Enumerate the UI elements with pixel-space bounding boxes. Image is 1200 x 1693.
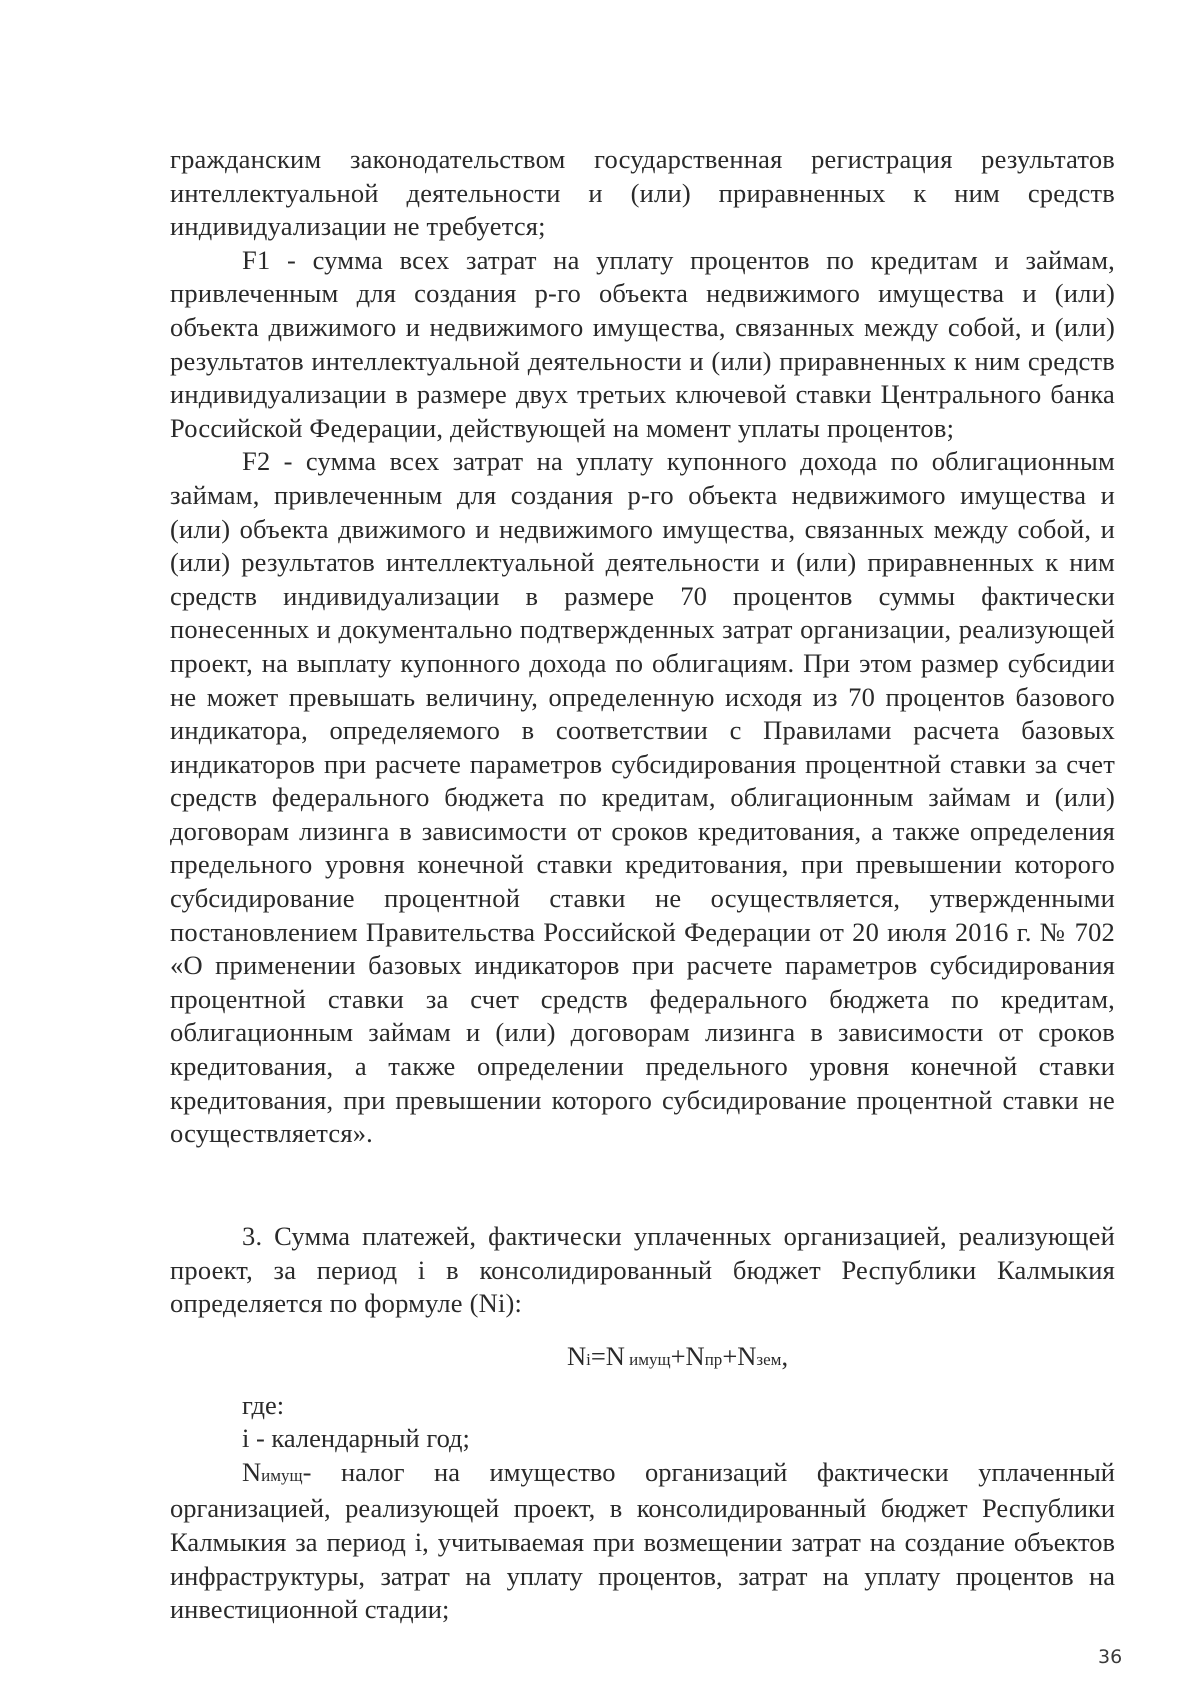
definition-i: i - календарный год;	[242, 1423, 470, 1454]
formula-sub-i: i	[586, 1350, 591, 1369]
formula-tail: ,	[781, 1341, 789, 1371]
page-number: 36	[1098, 1646, 1123, 1668]
n-imusch-sub: имущ	[261, 1465, 303, 1485]
formula-plus-2: +N	[722, 1341, 757, 1371]
definitions	[170, 1389, 1115, 1627]
n-imusch-def: - налог на имущество организаций фактически уплаченный организацией, реализующей проект, в консолидированный бюджет Республики Калмыкия за период i, учитываемая при возмещении затрат на создание объектов инфраструктуры, затрат на уплату процентов, затрат на уплату процентов на инвестиционной стадии;	[170, 1456, 1115, 1625]
paragraph-f1: F1 - сумма всех затрат на уплату процентов по кредитам и займам, привлеченным для создания р-го объекта недвижимого имущества и (или) объекта движимого и недвижимого имущества, связанных между собой, и (или) результатов интеллектуальной деятельности и (или) приравненных к ним средств индивидуализации в размере двух третьих ключевой ставки Центрального банка Российской Федерации, действующей на момент уплаты процентов;	[170, 244, 1115, 443]
paragraph-item-3: 3. Сумма платежей, фактически уплаченных организацией, реализующей проект, за период i в консолидированный бюджет Республики Калмыкия определяется по формуле (Ni):	[170, 1221, 1115, 1319]
formula-sub-pr: пр	[704, 1350, 723, 1369]
formula-sub-zem: зем	[756, 1350, 782, 1369]
n-imusch-symbol: N	[242, 1456, 262, 1487]
paragraph-continuation: гражданским законодательством государственная регистрация результатов интеллектуальной деятельности и (или) приравненных к ним средств индивидуализации не требуется;	[170, 144, 1115, 242]
formula-plus-1: +N	[670, 1341, 705, 1371]
formula-n: N	[566, 1341, 587, 1371]
formula-section	[170, 1340, 1115, 1627]
definition-where: где:	[242, 1389, 285, 1420]
definition-n-imusch	[170, 1456, 1115, 1627]
formula	[170, 1340, 1115, 1377]
formula-sub-imusch: имущ	[624, 1350, 671, 1369]
text-block-item3	[170, 1220, 1115, 1321]
paragraph-f2: F2 - сумма всех затрат на уплату купонного дохода по облигационным займам, привлеченным для создания р-го объекта недвижимого имущества и (или) объекта движимого и недвижимого имущества, связанных между собой, и (или) результатов интеллектуальной деятельности и (или) приравненных к ним средств индивидуализации в размере 70 процентов суммы фактически понесенных и документально подтвержденных затрат организации, реализующей проект, на выплату купонного дохода по облигациям. При этом размер субсидии не может превышать величину, определенную исходя из 70 процентов базового индикатора, определяемого в соответствии с Правилами расчета базовых индикаторов при расчете параметров субсидирования процентной ставки за счет средств федерального бюджета по кредитам, облигационным займам и (или) договорам лизинга в зависимости от сроков кредитования, а также определения предельного уровня конечной ставки кредитования, при превышении которого субсидирование процентной ставки не осуществляется, утвержденными постановлением Правительства Российской Федерации от 20 июля 2016 г. № 702 «О применении базовых индикаторов при расчете параметров субсидирования процентной ставки за счет средств федерального бюджета по кредитам, облигационным займам и (или) договорам лизинга в зависимости от сроков кредитования, а также определении предельного уровня конечной ставки кредитования, при превышении которого субсидирование процентной ставки не осуществляется».	[170, 446, 1115, 1149]
text-block-top	[170, 143, 1115, 1151]
formula-eq: =N	[590, 1341, 625, 1371]
